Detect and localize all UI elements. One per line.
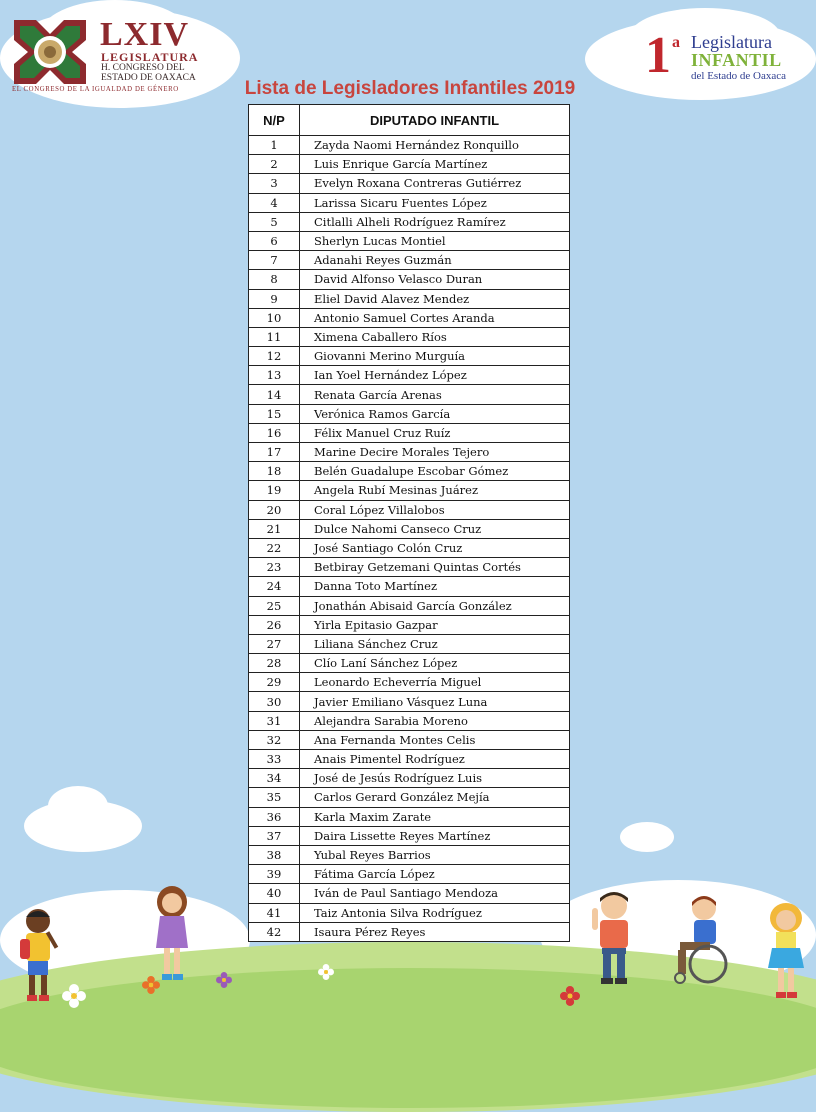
- table-row: [249, 826, 570, 845]
- row-number-cell: 30: [249, 692, 300, 711]
- child-girl-purple-illustration: [152, 886, 192, 982]
- row-number-cell: 41: [249, 903, 300, 922]
- table-row: [249, 922, 570, 941]
- column-header-name: DIPUTADO INFANTIL: [300, 105, 570, 136]
- table-row: [249, 289, 570, 308]
- legislators-table: [248, 104, 570, 942]
- legislator-name-cell: Danna Toto Martínez: [300, 577, 570, 596]
- row-number-cell: 27: [249, 634, 300, 653]
- legislator-name-cell: Belén Guadalupe Escobar Gómez: [300, 462, 570, 481]
- row-number-cell: 39: [249, 865, 300, 884]
- legislator-name-cell: Yirla Epitasio Gazpar: [300, 615, 570, 634]
- legislator-name-cell: Alejandra Sarabia Moreno: [300, 711, 570, 730]
- white-flower-icon: [62, 984, 86, 1008]
- row-number-cell: 18: [249, 462, 300, 481]
- row-number-cell: 35: [249, 788, 300, 807]
- table-row: [249, 769, 570, 788]
- table-row: [249, 193, 570, 212]
- table-row: [249, 692, 570, 711]
- legislator-name-cell: Verónica Ramos García: [300, 404, 570, 423]
- legislator-name-cell: Dulce Nahomi Canseco Cruz: [300, 519, 570, 538]
- table-row: [249, 865, 570, 884]
- table-row: [249, 500, 570, 519]
- row-number-cell: 23: [249, 558, 300, 577]
- row-number-cell: 20: [249, 500, 300, 519]
- table-row: [249, 347, 570, 366]
- legislator-name-cell: Fátima García López: [300, 865, 570, 884]
- row-number-cell: 36: [249, 807, 300, 826]
- row-number-cell: 2: [249, 155, 300, 174]
- legislator-name-cell: David Alfonso Velasco Duran: [300, 270, 570, 289]
- table-row: [249, 231, 570, 250]
- row-number-cell: 17: [249, 443, 300, 462]
- table-row: [249, 577, 570, 596]
- row-number-cell: 26: [249, 615, 300, 634]
- table-row: [249, 750, 570, 769]
- legislator-name-cell: Javier Emiliano Vásquez Luna: [300, 692, 570, 711]
- row-number-cell: 10: [249, 308, 300, 327]
- row-number-cell: 19: [249, 481, 300, 500]
- child-wheelchair-illustration: [666, 894, 730, 986]
- table-row: [249, 462, 570, 481]
- congress-tagline: EL CONGRESO DE LA IGUALDAD DE GÉNERO: [12, 86, 179, 93]
- table-row: [249, 711, 570, 730]
- legislator-name-cell: Ana Fernanda Montes Celis: [300, 730, 570, 749]
- legislator-name-cell: Leonardo Echeverría Miguel: [300, 673, 570, 692]
- table-row: [249, 366, 570, 385]
- table-row: [249, 730, 570, 749]
- row-number-cell: 15: [249, 404, 300, 423]
- child-girl-blonde-illustration: [762, 902, 810, 1002]
- congress-emblem-icon: [14, 20, 86, 84]
- ordinal-number: 1: [645, 27, 671, 84]
- cloud-small-right: [620, 822, 674, 852]
- table-row: [249, 903, 570, 922]
- row-number-cell: 33: [249, 750, 300, 769]
- legislator-name-cell: Giovanni Merino Murguía: [300, 347, 570, 366]
- congress-name-line1: H. CONGRESO DEL: [101, 63, 185, 73]
- table-row: [249, 136, 570, 155]
- legislatura-label: LEGISLATURA: [101, 50, 199, 64]
- small-white-flower-icon: [318, 964, 334, 980]
- legislator-name-cell: Renata García Arenas: [300, 385, 570, 404]
- row-number-cell: 42: [249, 922, 300, 941]
- table-row: [249, 481, 570, 500]
- legislator-name-cell: Marine Decire Morales Tejero: [300, 443, 570, 462]
- table-row: [249, 443, 570, 462]
- row-number-cell: 38: [249, 845, 300, 864]
- legislator-name-cell: Ian Yoel Hernández López: [300, 366, 570, 385]
- row-number-cell: 32: [249, 730, 300, 749]
- legislator-name-cell: Citlalli Alheli Rodríguez Ramírez: [300, 212, 570, 231]
- table-row: [249, 884, 570, 903]
- table-row: [249, 654, 570, 673]
- orange-flower-icon: [142, 976, 160, 994]
- legislator-name-cell: Ximena Caballero Ríos: [300, 327, 570, 346]
- row-number-cell: 29: [249, 673, 300, 692]
- table-row: [249, 404, 570, 423]
- table-header-row: [249, 105, 570, 136]
- cloud-middle-left-puff: [48, 786, 108, 826]
- table-row: [249, 634, 570, 653]
- congress-name-line2: ESTADO DE OAXACA: [101, 73, 196, 83]
- legislator-name-cell: José de Jesús Rodríguez Luis: [300, 769, 570, 788]
- row-number-cell: 1: [249, 136, 300, 155]
- table-row: [249, 251, 570, 270]
- row-number-cell: 37: [249, 826, 300, 845]
- row-number-cell: 40: [249, 884, 300, 903]
- legislator-name-cell: Karla Maxim Zarate: [300, 807, 570, 826]
- row-number-cell: 4: [249, 193, 300, 212]
- row-number-cell: 6: [249, 231, 300, 250]
- row-number-cell: 11: [249, 327, 300, 346]
- logo-line-legislatura: Legislatura: [691, 32, 772, 52]
- legislator-name-cell: Larissa Sicaru Fuentes López: [300, 193, 570, 212]
- table-row: [249, 845, 570, 864]
- table-row: [249, 538, 570, 557]
- table-row: [249, 155, 570, 174]
- row-number-cell: 25: [249, 596, 300, 615]
- column-header-np: N/P: [249, 105, 300, 136]
- legislator-name-cell: Sherlyn Lucas Montiel: [300, 231, 570, 250]
- row-number-cell: 3: [249, 174, 300, 193]
- table-row: [249, 788, 570, 807]
- table-row: [249, 423, 570, 442]
- legislator-name-cell: José Santiago Colón Cruz: [300, 538, 570, 557]
- table-row: [249, 807, 570, 826]
- table-row: [249, 174, 570, 193]
- row-number-cell: 8: [249, 270, 300, 289]
- table-row: [249, 519, 570, 538]
- row-number-cell: 9: [249, 289, 300, 308]
- legislator-name-cell: Anais Pimentel Rodríguez: [300, 750, 570, 769]
- legislature-numeral: LXIV: [100, 16, 190, 53]
- row-number-cell: 34: [249, 769, 300, 788]
- legislator-name-cell: Yubal Reyes Barrios: [300, 845, 570, 864]
- logo-line-estado: del Estado de Oaxaca: [691, 70, 786, 82]
- legislator-name-cell: Félix Manuel Cruz Ruíz: [300, 423, 570, 442]
- table-row: [249, 558, 570, 577]
- table-row: [249, 308, 570, 327]
- legislator-name-cell: Luis Enrique García Martínez: [300, 155, 570, 174]
- row-number-cell: 22: [249, 538, 300, 557]
- row-number-cell: 31: [249, 711, 300, 730]
- child-boy-waving-illustration: [590, 888, 636, 986]
- table-row: [249, 385, 570, 404]
- legislator-name-cell: Iván de Paul Santiago Mendoza: [300, 884, 570, 903]
- legislator-name-cell: Isaura Pérez Reyes: [300, 922, 570, 941]
- ordinal-superscript: a: [672, 34, 680, 51]
- legislator-name-cell: Carlos Gerard González Mejía: [300, 788, 570, 807]
- legislator-name-cell: Evelyn Roxana Contreras Gutiérrez: [300, 174, 570, 193]
- legislator-name-cell: Antonio Samuel Cortes Aranda: [300, 308, 570, 327]
- legislator-name-cell: Taiz Antonia Silva Rodríguez: [300, 903, 570, 922]
- row-number-cell: 28: [249, 654, 300, 673]
- table-row: [249, 596, 570, 615]
- row-number-cell: 13: [249, 366, 300, 385]
- grass-hill-front: [0, 968, 816, 1108]
- table-row: [249, 212, 570, 231]
- legislator-name-cell: Coral López Villalobos: [300, 500, 570, 519]
- legislator-name-cell: Zayda Naomi Hernández Ronquillo: [300, 136, 570, 155]
- table-row: [249, 615, 570, 634]
- legislator-name-cell: Angela Rubí Mesinas Juárez: [300, 481, 570, 500]
- red-flower-icon: [560, 986, 580, 1006]
- legislator-name-cell: Jonathán Abisaid García González: [300, 596, 570, 615]
- legislator-name-cell: Adanahi Reyes Guzmán: [300, 251, 570, 270]
- row-number-cell: 21: [249, 519, 300, 538]
- page-title: Lista de Legisladores Infantiles 2019: [244, 78, 576, 99]
- table-row: [249, 673, 570, 692]
- table-row: [249, 327, 570, 346]
- legislator-name-cell: Daira Lissette Reyes Martínez: [300, 826, 570, 845]
- legislator-name-cell: Clío Laní Sánchez López: [300, 654, 570, 673]
- row-number-cell: 7: [249, 251, 300, 270]
- legislator-name-cell: Betbiray Getzemani Quintas Cortés: [300, 558, 570, 577]
- child-boy-backpack-illustration: [18, 905, 62, 1003]
- row-number-cell: 5: [249, 212, 300, 231]
- row-number-cell: 16: [249, 423, 300, 442]
- purple-flower-icon: [216, 972, 232, 988]
- legislator-name-cell: Eliel David Alavez Mendez: [300, 289, 570, 308]
- row-number-cell: 24: [249, 577, 300, 596]
- row-number-cell: 14: [249, 385, 300, 404]
- row-number-cell: 12: [249, 347, 300, 366]
- logo-line-infantil: INFANTIL: [691, 50, 782, 70]
- table-row: [249, 270, 570, 289]
- legislator-name-cell: Liliana Sánchez Cruz: [300, 634, 570, 653]
